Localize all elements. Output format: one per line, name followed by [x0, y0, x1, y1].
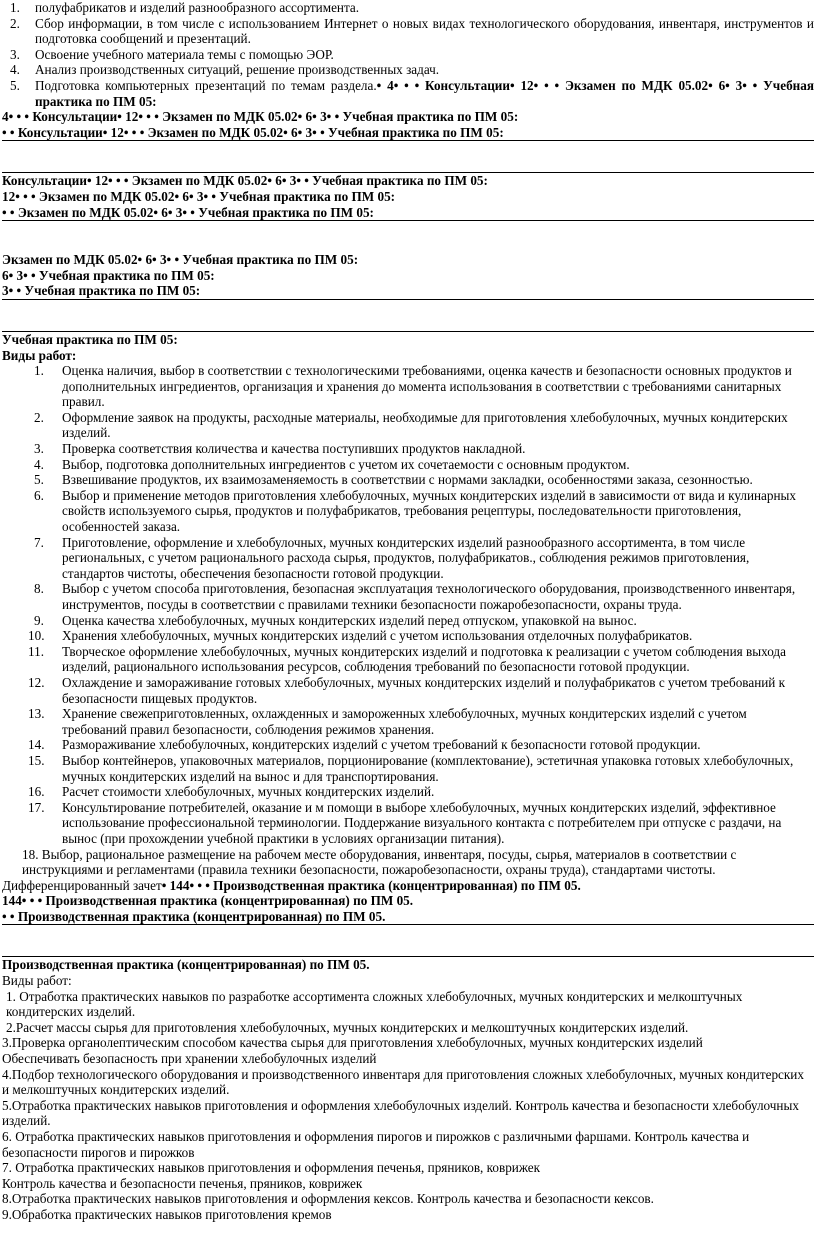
list-item-text: Освоение учебного материала темы с помощью ЭОР.	[35, 46, 334, 62]
work-item-number: 9.	[34, 612, 44, 628]
work-item-text: Проверка соответствия количества и качества поступивших продуктов накладной.	[62, 441, 526, 457]
work-item	[2, 363, 814, 410]
list-item	[2, 47, 814, 63]
work-item-text: Консультирование потребителей, оказание и м помощи в выборе хлебобулочных, мучных кондитерских изделий, эффективное использование профессиональной терминологии. Поддержание визуального контакта с потребителем при отпуске с раздачи, на вынос (при прохождении учебной практики в условиях организации питания).	[62, 799, 782, 846]
work-item-text: Расчет стоимости хлебобулочных, мучных кондитерских изделий.	[62, 784, 435, 800]
schedule-block-2	[2, 172, 814, 221]
work-item	[2, 784, 814, 800]
pp-item: 2.Расчет массы сырья для приготовления хлебобулочных, мучных кондитерских и мелкоштучных кондитерских изделий.	[6, 1019, 689, 1035]
work-item	[2, 753, 814, 784]
work-item	[2, 737, 814, 753]
work-item-text: Выбор, подготовка дополнительных ингредиентов с учетом их сочетаемости с основным продуктом.	[62, 456, 630, 472]
schedule-block-3	[2, 252, 814, 300]
work-item-text: Творческое оформление хлебобулочных, мучных кондитерских изделий и подготовка к реализации с учетом соблюдения выхода изделий, рационального использования ресурсов, соблюдения требований по безопасности готовой продукции.	[62, 643, 786, 675]
list-item-number: 3.	[10, 46, 20, 62]
spacer	[2, 925, 814, 956]
schedule-line: 144• • • Производственная практика (концентрированная) по ПМ 05.	[2, 893, 414, 909]
works-heading: Виды работ:	[2, 347, 77, 363]
work-item-number: 17.	[28, 799, 45, 815]
work-item	[2, 613, 814, 629]
list-item-number: 2.	[10, 15, 20, 31]
list-item	[2, 0, 814, 16]
work-item-text: Выбор с учетом способа приготовления, безопасная эксплуатация технологического оборудования, производственного инвентаря, инструментов, посуды в соответствии с правилами техники безопасности пожаробезопасности, охраны труда.	[62, 581, 796, 612]
uchebnaya-section	[2, 331, 814, 893]
work-item	[2, 441, 814, 457]
work-item	[2, 535, 814, 582]
section-heading: Производственная практика (концентрированная) по ПМ 05.	[2, 957, 370, 973]
diff-zachet-bold: • 144• • • Производственная практика (концентрированная) по ПМ 05.	[161, 877, 581, 893]
diff-zachet-label: Дифференцированный зачет	[2, 877, 162, 893]
schedule-line: 6• 3• • Учебная практика по ПМ 05:	[2, 267, 215, 283]
work-item-number: 8.	[34, 581, 44, 597]
work-item-text: Оформление заявок на продукты, расходные материалы, необходимые для приготовления хлебобулочных, мучных кондитерских изделий.	[62, 409, 788, 441]
work-item	[2, 457, 814, 473]
list-item-text: Сбор информации, в том числе с использованием Интернет о новых видах технологического оборудования, инвентаря, инструментов и подготовка сообщений и презентаций.	[35, 15, 814, 47]
work-item-number: 16.	[28, 784, 45, 800]
schedule-line: 4• • • Консультации• 12• • • Экзамен по МДК 05.02• 6• 3• • Учебная практика по ПМ 05:	[2, 109, 519, 125]
list-item-text: Анализ производственных ситуаций, решение производственных задач.	[35, 62, 440, 78]
work-item	[2, 581, 814, 612]
top-numbered-list	[2, 0, 814, 109]
work-item-text: Выбор контейнеров, упаковочных материалов, порционирование (комплектование), эстетичная упаковка готовых хлебобулочных, мучных кондитерских изделий на вынос и для транспортирования.	[62, 752, 794, 784]
work-item-number: 7.	[34, 534, 44, 550]
spacer	[2, 300, 814, 331]
spacer	[2, 141, 814, 172]
work-item-number: 11.	[28, 643, 44, 659]
work-item-18: 18. Выбор, рациональное размещение на рабочем месте оборудования, инвентаря, посуды, сырья, материалов в соответствии с инструкциями и регламентами (правила техники безопасности, пожаробезопасности, охраны труда), стандартами чистоты.	[22, 846, 737, 878]
pp-item: Обеспечивать безопасность при хранении хлебобулочных изделий	[2, 1051, 377, 1067]
work-item-number: 14.	[28, 737, 45, 753]
work-item	[2, 644, 814, 675]
schedule-line: 12• • • Экзамен по МДК 05.02• 6• 3• • Учебная практика по ПМ 05:	[2, 188, 396, 204]
work-item-number: 5.	[34, 472, 44, 488]
pp-item: 5.Отработка практических навыков приготовления и оформления хлебобулочных изделий. Контроль качества и безопасности хлебобулочных изделий.	[2, 1097, 799, 1129]
work-item	[2, 675, 814, 706]
schedule-line: • • Экзамен по МДК 05.02• 6• 3• • Учебная практика по ПМ 05:	[2, 204, 374, 220]
work-item-number: 1.	[34, 363, 44, 379]
pp-item: 6. Отработка практических навыков приготовления и оформления пирогов и пирожков с различными фаршами. Контроль качества и безопасности пирогов и пирожков	[2, 1129, 750, 1160]
work-item-text: Оценка качества хлебобулочных, мучных кондитерских изделий перед отпуском, упаковкой на вынос.	[62, 612, 637, 628]
work-item-text: Хранение свежеприготовленных, охлажденных и замороженных хлебобулочных, мучных кондитерских изделий с учетом требований правил безопасности, соблюдения режимов хранения.	[62, 706, 747, 737]
work-item-number: 4.	[34, 456, 44, 472]
list-item-number: 4.	[10, 62, 20, 78]
work-item-number: 13.	[28, 706, 45, 722]
work-item-number: 3.	[34, 441, 44, 457]
pp-item: Контроль качества и безопасности печенья, пряников, коврижек	[2, 1175, 363, 1191]
work-item-number: 15.	[28, 752, 45, 768]
schedule-line: • • Консультации• 12• • • Экзамен по МДК 05.02• 6• 3• • Учебная практика по ПМ 05:	[2, 124, 504, 140]
list-item-number: 5.	[10, 77, 20, 93]
bold-schedule-text: • 4• • • Консультации• 12• • • Экзамен по МДК 05.02• 6• 3• • Учебная практика по ПМ 05:	[35, 77, 815, 109]
schedule-block-4	[2, 893, 814, 925]
schedule-block-1	[2, 109, 814, 141]
work-item	[2, 628, 814, 644]
work-item-number: 10.	[28, 628, 45, 644]
pp-item: 4.Подбор технологического оборудования и производственного инвентаря для приготовления сложных хлебобулочных, мучных кондитерских и мелкоштучных кондитерских изделий.	[2, 1066, 804, 1098]
work-item-text: Взвешивание продуктов, их взаимозаменяемость в соответствии с нормами закладки, особенностями заказа, сезонностью.	[62, 472, 753, 488]
work-item-text: Охлаждение и замораживание готовых хлебобулочных, мучных кондитерских изделий и полуфабрикатов с учетом требований к безопасности пищевых продуктов.	[62, 674, 786, 706]
schedule-line: Экзамен по МДК 05.02• 6• 3• • Учебная практика по ПМ 05:	[2, 252, 359, 268]
work-item-text: Приготовление, оформление и хлебобулочных, мучных кондитерских изделий разнообразного ассортимента, в том числе региональных, с учетом рационального расхода сырья, продуктов, полуфабрикатов., соблюдения режимов приготовления, стандартов чистоты, обеспечения безопасности готовой продукции.	[62, 534, 750, 581]
work-item	[2, 488, 814, 535]
spacer	[2, 221, 814, 252]
work-item-text: Размораживание хлебобулочных, кондитерских изделий с учетом требований к безопасности готовой продукции.	[62, 737, 701, 753]
list-item-text: полуфабрикатов и изделий разнообразного ассортимента.	[35, 0, 360, 15]
pp-item: 1. Отработка практических навыков по разработке ассортимента сложных хлебобулочных, мучных кондитерских и мелкоштучных кондитерских изделий.	[6, 988, 743, 1020]
work-item	[2, 706, 814, 737]
work-item-text: Выбор и применение методов приготовления хлебобулочных, мучных кондитерских изделий в зависимости от вида и кулинарных свойств используемого сырья, продуктов и полуфабрикатов, требования рецептуры, последовательности приготовления, особенностей заказа.	[62, 487, 797, 535]
work-item-text: Оценка наличия, выбор в соответствии с технологическими требованиями, оценка качеств и безопасности основных продуктов и дополнительных ингредиентов, организация и хранения до момента использования в соответствии с требованиями санитарных правил.	[62, 363, 792, 410]
work-item-text: Хранения хлебобулочных, мучных кондитерских изделий с учетом использования отделочных полуфабрикатов.	[62, 628, 693, 644]
work-item-number: 2.	[34, 409, 44, 425]
work-item	[2, 472, 814, 488]
work-item	[2, 410, 814, 441]
schedule-line: • • Производственная практика (концентрированная) по ПМ 05.	[2, 908, 386, 924]
diff-zachet-line	[2, 878, 814, 894]
list-item	[2, 16, 814, 47]
proizv-section	[2, 956, 814, 1222]
schedule-line: 3• • Учебная практика по ПМ 05:	[2, 283, 201, 299]
list-item	[2, 78, 814, 109]
schedule-line: Консультации• 12• • • Экзамен по МДК 05.02• 6• 3• • Учебная практика по ПМ 05:	[2, 173, 488, 189]
pp-item: 8.Отработка практических навыков приготовления и оформления кексов. Контроль качества и безопасности кексов.	[2, 1191, 654, 1207]
section-heading: Учебная практика по ПМ 05:	[2, 331, 178, 347]
works-heading: Виды работ:	[2, 973, 72, 989]
pp-item: 9.Обработка практических навыков приготовления кремов	[2, 1206, 332, 1222]
work-item	[2, 800, 814, 847]
list-item	[2, 62, 814, 78]
works-list	[2, 363, 814, 846]
pp-item: 7. Отработка практических навыков приготовления и оформления печенья, пряников, коврижек	[2, 1160, 541, 1176]
work-item-number: 6.	[34, 487, 44, 503]
list-item-text: Подготовка компьютерных презентаций по темам раздела.	[35, 77, 377, 93]
work-item-number: 12.	[28, 674, 45, 690]
list-item-number: 1.	[10, 0, 20, 15]
pp-item: 3.Проверка органолептическим способом качества сырья для приготовления хлебобулочных, мучных кондитерских изделий	[2, 1035, 703, 1051]
